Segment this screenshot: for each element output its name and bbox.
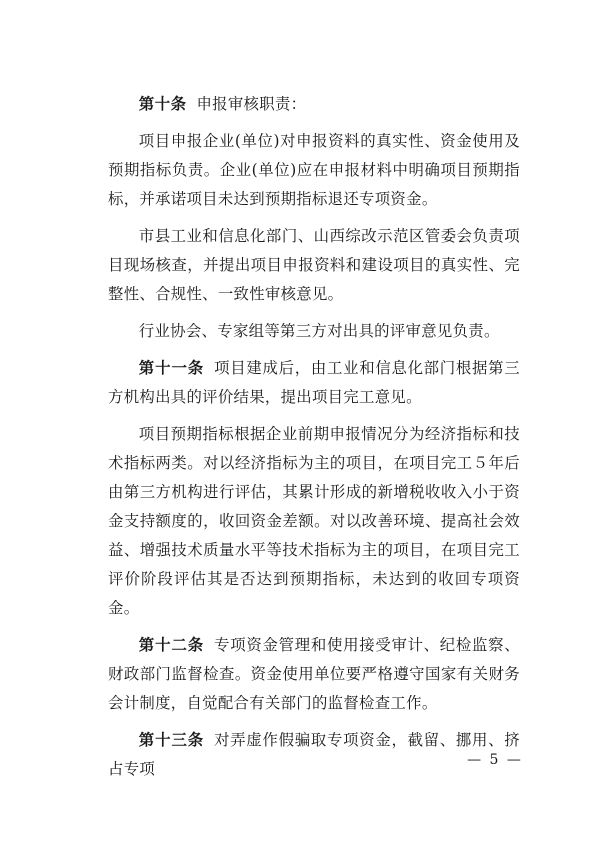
article-number: 第十二条 <box>138 636 205 654</box>
article-number: 第十三条 <box>138 731 205 749</box>
paragraph <box>108 127 520 214</box>
paragraph-text: 项目预期指标根据企业前期申报情况分为经济指标和技术指标两类。对以经济指标为主的项目，在项目完工５年后由第三方机构进行评估，其累计形成的新增税收收入小于资金支持额度的，收回资金差额。对以改善环境、提高社会效益、增强技术质量水平等技术指标为主的项目，在项目完工评价阶段评估其是否达到预期指标，未达到的收回专项资金。 <box>108 425 520 617</box>
paragraph-text: 项目申报企业(单位)对申报资料的真实性、资金使用及预期指标负责。企业(单位)应在申报材料中明确项目预期指标，并承诺项目未达到预期指标退还专项资金。 <box>108 132 520 208</box>
paragraph-text: 行业协会、专家组等第三方对出具的评审意见负责。 <box>138 322 500 340</box>
paragraph-text: 申报审核职责： <box>196 95 307 113</box>
paragraph-article-11 <box>108 354 520 412</box>
paragraph-text: 市县工业和信息化部门、山西综改示范区管委会负责项目现场核查，并提出项目申报资料和建设项目的真实性、完整性、合规性、一致性审核意见。 <box>108 227 520 303</box>
paragraph-text: 对弄虚作假骗取专项资金，截留、挪用、挤占专项 <box>108 731 520 778</box>
document-body <box>108 90 520 792</box>
paragraph-article-12 <box>108 631 520 718</box>
article-number: 第十条 <box>138 95 187 113</box>
article-number: 第十一条 <box>138 359 205 377</box>
paragraph <box>108 317 520 346</box>
paragraph-text: 项目建成后，由工业和信息化部门根据第三方机构出具的评价结果，提出项目完工意见。 <box>108 359 520 406</box>
paragraph <box>108 420 520 623</box>
page-number: — 5 — <box>467 752 523 768</box>
paragraph <box>108 222 520 309</box>
paragraph-article-10 <box>108 90 520 119</box>
paragraph-text: 专项资金管理和使用接受审计、纪检监察、财政部门监督检查。资金使用单位要严格遵守国家有关财务会计制度，自觉配合有关部门的监督检查工作。 <box>108 636 520 712</box>
